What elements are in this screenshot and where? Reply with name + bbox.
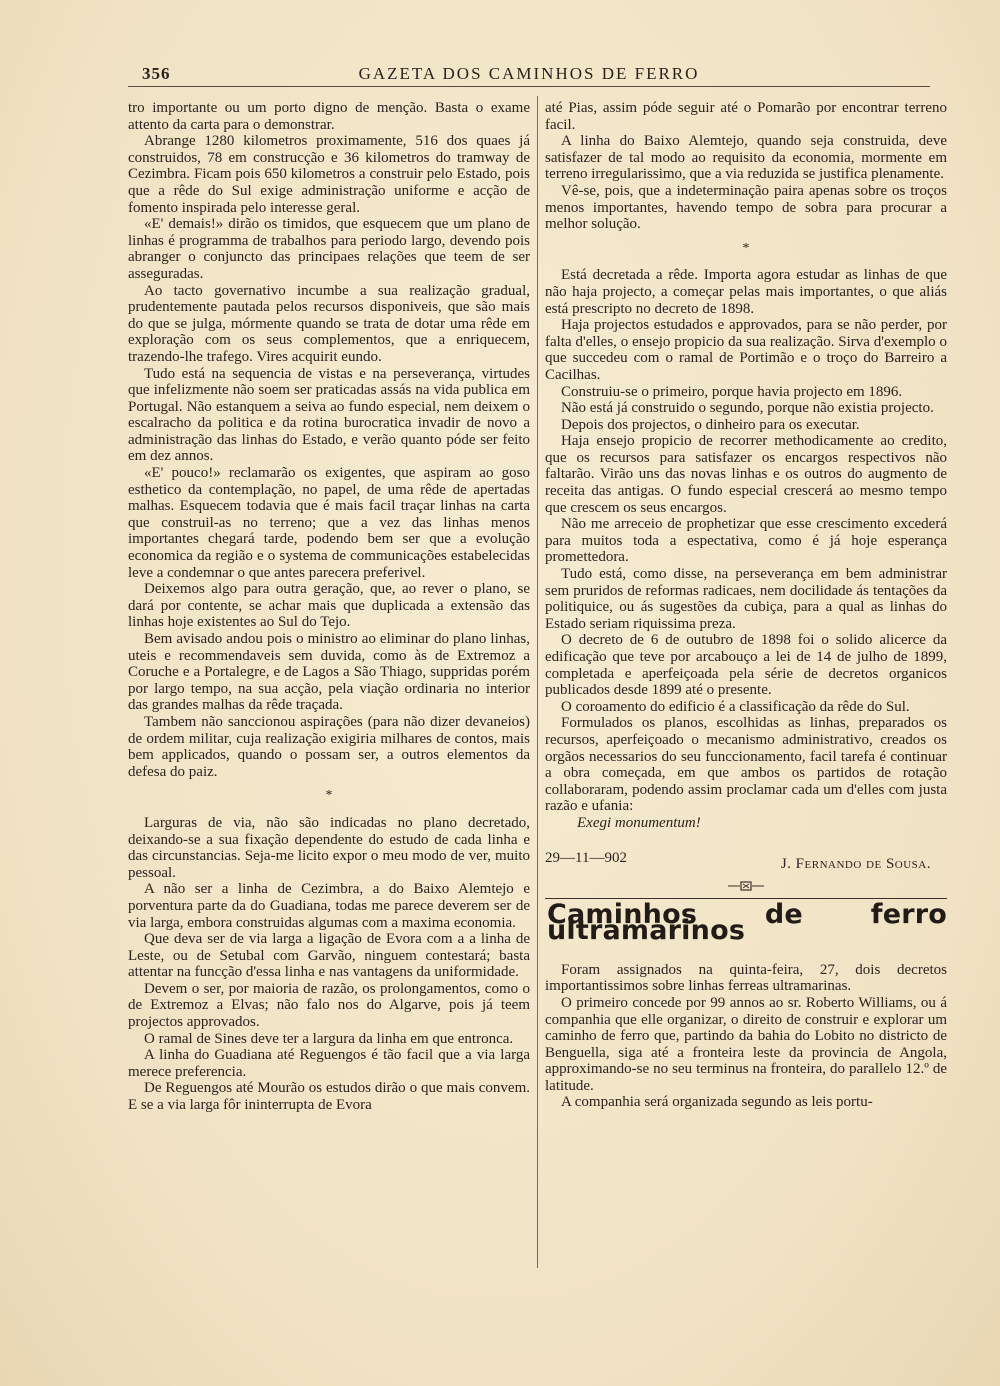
paragraph: Vê-se, pois, que a indeterminação paira apenas sobre os troços menos importantes, havendo tempo de sobra para procurar a melhor solução. <box>545 182 947 233</box>
paragraph: Tambem não sanccionou aspirações (para não dizer devaneios) de ordem militar, cuja realização exigiria milhares de contos, mais bem applicados, quando o possam ser, a outros elementos da defesa do paiz. <box>128 713 530 780</box>
header-rule <box>128 86 930 87</box>
column-divider <box>537 96 538 1268</box>
paragraph: Devem o ser, por maioria de razão, os prolongamentos, como o de Extremoz a Elvas; não falo nos do Algarve, pois já teem projectos approvados. <box>128 980 530 1031</box>
paragraph: A companhia será organizada segundo as leis portu- <box>561 1094 873 1111</box>
paragraph: Depois dos projectos, o dinheiro para os executar. <box>561 416 860 433</box>
paragraph: O decreto de 6 de outubro de 1898 foi o solido alicerce da edificação que teve por arcabouço a lei de 14 de julho de 1899, completada e aperfeiçoada pela série de decretos organicos publicados desde 1899 até o presente. <box>545 632 947 699</box>
paragraph: Abrange 1280 kilometros proximamente, 516 dos quaes já construidos, 78 em construcção e 36 kilometros do tramway de Cezimbra. Ficam pois 650 kilometros a construir pelo Estado, pois que a rêde do Sul exige administração uniforme e acção de fomento inspirada pelo interesse geral. <box>128 133 530 216</box>
section-title: Caminhos de ferro ultramarinos <box>547 898 947 947</box>
section-separator: * <box>742 240 750 256</box>
paragraph: Tudo está na sequencia de vistas e na perseverança, virtudes que infelizmente não soem ser praticadas assás na vida publica em Portugal. Não estanquem a seiva ao fundo especial, nem deixem o escalracho da politica e da rotina burocratica invadir de novo a administração das linhas do Estado, e verão quanto póde ser feito em dez annos. <box>128 365 530 465</box>
paragraph: A linha do Baixo Alemtejo, quando seja construida, deve satisfazer de tal modo ao requisito da economia, mormente em terreno irregularissimo, que a via reduzida se justifica plenamente. <box>545 133 947 183</box>
journal-title: GAZETA DOS CAMINHOS DE FERRO <box>358 64 700 83</box>
paragraph: Haja projectos estudados e approvados, para se não perder, por falta d'elles, o ensejo propicio da sua realização. Sirva d'exemplo o que succedeu com o ramal de Portimão e o troço do Barreiro a Cacilhas. <box>545 317 947 383</box>
paragraph: A linha do Guadiana até Reguengos é tão facil que a via larga merece preferencia. <box>128 1047 530 1080</box>
paragraph: Formulados os planos, escolhidas as linhas, preparados os recursos, aperfeiçoado o mecanismo administrativo, creados os orgãos necessarios do seu funccionamento, facil tarefa é continuar a obra começada, em que ambos os partidos de rotação collaboraram, podendo assim proclamar cada um d'elles com justa razão e ufania: <box>545 715 947 815</box>
paragraph: Deixemos algo para outra geração, que, ao rever o plano, se dará por contente, se achar mais que duplicada a extensão das linhas hoje existentes ao Sul do Tejo. <box>128 581 530 631</box>
latin-quote: Exegi monumentum! <box>577 814 701 831</box>
paragraph: De Reguengos até Mourão os estudos dirão o que mais convem. E se a via larga fôr ininterrupta de Evora <box>128 1080 530 1114</box>
paragraph: O coroamento do edificio é a classificação da rêde do Sul. <box>561 698 910 715</box>
paragraph: Foram assignados na quinta-feira, 27, dois decretos importantissimos sobre linhas ferreas ultramarinas. <box>545 961 947 995</box>
author-name: J. Fernando de Sousa. <box>780 855 931 872</box>
paragraph: A não ser a linha de Cezimbra, a do Baixo Alemtejo e porventura parte da do Guadiana, todas me parece deverem ser de via larga, embora construidas algumas com a maxima economia. <box>128 881 530 931</box>
paragraph: «E' pouco!» reclamarão os exigentes, que aspiram ao goso esthetico da contemplação, no papel, de uma rêde de apertadas malhas. Esquecem todavia que é mais facil traçar linhas na carta que construil-as no terreno; que a vez das linhas menos importantes chegará tarde, podendo bem ser que a evolução economica da região e o systema de communicações estabelecidas leve a condemnar o que antes parecera preferivel. <box>128 465 530 581</box>
signature-block <box>545 850 947 872</box>
paragraph: Construiu-se o primeiro, porque havia projecto em 1896. <box>561 383 903 400</box>
paragraph: tro importante ou um porto digno de menção. Basta o exame attento da carta para o demonstrar. <box>128 100 530 133</box>
paragraph: Que deva ser de via larga a ligação de Evora com a a linha de Leste, ou de Setubal com Garvão, ninguem contestará; basta attentar na funcção d'essa linha e nas vantagens da uniformidade. <box>128 931 530 981</box>
paragraph: até Pias, assim póde seguir até o Pomarão por encontrar terreno facil. <box>545 100 947 133</box>
page-number: 356 <box>142 64 171 83</box>
paragraph: Está decretada a rêde. Importa agora estudar as linhas de que não haja projecto, a começar pelas mais importantes, o que aliás está prescripto no decreto de 1898. <box>545 267 947 317</box>
right-column <box>545 100 947 1111</box>
paragraph: Larguras de via, não são indicadas no plano decretado, deixando-se a sua fixação dependente do estudo de cada linha e das circunstancias. Seja-me licito expor o meu modo de ver, muito pessoal. <box>128 814 530 881</box>
paragraph: O ramal de Sines deve ter a largura da linha em que entronca. <box>144 1030 514 1047</box>
article-date: 29—11—902 <box>545 849 627 866</box>
paragraph: Não está já construido o segundo, porque não existia projecto. <box>561 400 934 417</box>
paragraph: O primeiro concede por 99 annos ao sr. Roberto Williams, ou á companhia que elle organizar, o direito de construir e explorar um caminho de ferro que, partindo da bahia do Lobito no districto de Benguella, siga até a fronteira leste da provincia de Angola, approximando-se no seu terminus na fronteira, do parallelo 12.º de latitude. <box>545 994 947 1094</box>
ornament-icon <box>545 880 947 894</box>
paragraph: Bem avisado andou pois o ministro ao eliminar do plano linhas, uteis e recommendaveis sem duvida, como às de Extremoz a Coruche e a Portalegre, e de Lagos a São Thiago, suppridas porém por largo tempo, na sua acção, pela viação ordinaria no interior das grandes malhas da rêde traçada. <box>128 631 530 714</box>
paragraph: Ao tacto governativo incumbe a sua realização gradual, prudentemente pautada pelos recursos disponiveis, que são mais do que se julga, mórmente quando se trata de dotar uma rêde em exploração com os seus complementos, que a enriquecem, trazendo-lhe trafego. Vires acquirit eundo. <box>128 282 530 365</box>
paragraph: Haja ensejo propicio de recorrer methodicamente ao credito, que os recursos para satisfazer os encargos respectivos não faltarão. Virão uns das novas linhas e os outros do augmento de receita das antigas. O fundo especial crescerá ao mesmo tempo que crescem os seus encargos. <box>545 433 947 516</box>
paragraph: «E' demais!» dirão os timidos, que esquecem que um plano de linhas é programma de trabalhos para periodo largo, devendo pois abranger o conjuncto das principaes relações que teem de ser asseguradas. <box>128 216 530 282</box>
paragraph: Tudo está, como disse, na perseverança em bem administrar sem pruridos de reformas radicaes, nem docilidade ás tentações da politiquice, ou ás sugestões da cubiça, para a qual as linhas do Estado seriam riquissima preza. <box>545 566 947 632</box>
left-column <box>128 100 530 1114</box>
section-separator: * <box>325 788 333 804</box>
page-header <box>128 60 930 88</box>
paragraph: Não me arreceio de prophetizar que esse crescimento excederá para muitos toda a espectativa, como é já hoje esperança promettedora. <box>545 516 947 566</box>
